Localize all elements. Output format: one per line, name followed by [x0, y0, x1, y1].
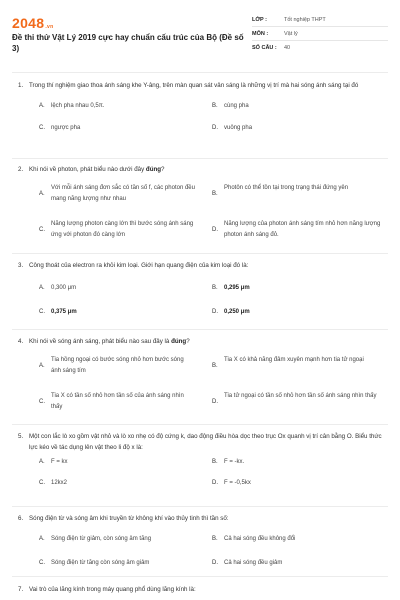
- question-text: [12, 584, 388, 595]
- option-text: Cả hai sóng đều giảm: [224, 560, 283, 566]
- question-body-pre: Khi nói về photon, phát biểu nào dưới đây: [29, 166, 146, 173]
- question-5: [12, 431, 388, 499]
- question-text: [12, 164, 388, 175]
- option-letter: B.: [212, 459, 218, 465]
- question-number: 2.: [18, 166, 24, 173]
- exam-title: Đề thi thử Vật Lý 2019 cực hay chuẩn cấu trúc của Bộ (Đề số 3): [12, 33, 244, 53]
- question-text: [12, 431, 388, 453]
- option-text: 0,250 μm: [224, 309, 250, 315]
- option-letter: B.: [212, 285, 218, 291]
- logo-text: 2048: [12, 15, 45, 31]
- question-text: [12, 260, 388, 271]
- question-7: [12, 584, 388, 595]
- options: [12, 524, 388, 570]
- question-body-post: ?: [186, 338, 190, 345]
- option-letter: C.: [39, 125, 45, 131]
- options: [12, 271, 388, 321]
- option-letter: D.: [212, 560, 218, 566]
- question-text: [12, 513, 388, 524]
- meta-row-class: [252, 13, 388, 27]
- option-text: vuông pha: [224, 125, 253, 131]
- divider: [12, 158, 388, 159]
- question-text: [12, 80, 388, 91]
- divider: [12, 424, 388, 425]
- question-number: 1.: [18, 82, 24, 89]
- question-number: 4.: [18, 338, 24, 345]
- option-text: Photôn có thể tồn tại trong trạng thái đứng yên: [224, 185, 349, 191]
- option-text: Tia X có tần số nhỏ hơn tần số của ánh sáng nhìn thấy: [51, 393, 184, 410]
- divider: [12, 576, 388, 577]
- option-letter: C.: [39, 309, 45, 315]
- option-letter: C.: [39, 480, 45, 486]
- option-text: Tia tử ngoại có tần số nhỏ hơn tần số ánh sáng nhìn thấy: [224, 393, 377, 399]
- option-letter: D.: [212, 309, 218, 315]
- meta-class-value: Tốt nghiệp THPT: [284, 16, 326, 23]
- option-letter: A.: [39, 103, 45, 109]
- meta-count-label: SỐ CÂU :: [252, 45, 277, 51]
- question-2: [12, 164, 388, 255]
- question-3: [12, 260, 388, 321]
- option-text: 0,375 μm: [51, 309, 77, 315]
- option-text: Với mỗi ánh sáng đơn sắc có tần số f, các photon đều mang năng lượng như nhau: [51, 185, 195, 202]
- divider: [12, 253, 388, 254]
- question-number: 3.: [18, 262, 24, 269]
- option-letter: D.: [212, 399, 218, 405]
- option-text: Tia hồng ngoại có bước sóng nhỏ hơn bước sóng ánh sáng tím: [51, 357, 184, 374]
- question-number: 5.: [18, 433, 24, 440]
- exam-header: [12, 10, 388, 70]
- option-text: lệch pha nhau 0,5π.: [51, 103, 105, 109]
- option-letter: B.: [212, 103, 218, 109]
- options: [12, 91, 388, 141]
- question-6: [12, 513, 388, 570]
- option-letter: C.: [39, 560, 45, 566]
- option-text: ngược pha: [51, 125, 81, 131]
- option-letter: A.: [39, 363, 45, 369]
- option-text: Cả hai sóng đều không đổi: [224, 536, 296, 542]
- question-1: [12, 80, 388, 141]
- question-4: [12, 336, 388, 427]
- option-letter: B.: [212, 191, 218, 197]
- option-letter: D.: [212, 480, 218, 486]
- option-text: Sóng điện từ tăng còn sóng âm giảm: [51, 560, 150, 566]
- header-divider: [12, 72, 388, 73]
- meta-class-label: LỚP :: [252, 16, 267, 23]
- option-text: Năng lượng của photon ánh sáng tím nhỏ hơn năng lượng photon ánh sáng đỏ.: [224, 221, 381, 238]
- option-letter: A.: [39, 285, 45, 291]
- option-letter: D.: [212, 125, 218, 131]
- option-text: 0,295 μm: [224, 285, 250, 291]
- question-body: Trong thí nghiệm giao thoa ánh sáng khe Y-âng, trên màn quan sát vân sáng là những vị trí mà hai sóng ánh sáng tại đó: [29, 82, 359, 89]
- option-letter: C.: [39, 227, 45, 233]
- question-body: Sóng điện từ và sóng âm khi truyền từ không khí vào thủy tinh thì tần số:: [29, 515, 229, 522]
- question-body: Công thoát của electron ra khỏi kim loại. Giới hạn quang điện của kim loại đó là:: [29, 262, 249, 269]
- question-number: 7.: [18, 586, 24, 593]
- option-text: F = -0,5kx: [224, 480, 251, 486]
- question-body: Vai trò của lăng kính trong máy quang phổ dùng lăng kính là:: [29, 586, 196, 593]
- question-body-pre: Khi nói về sóng ánh sáng, phát biểu nào sau đây là: [29, 338, 172, 345]
- options: [12, 453, 388, 499]
- option-letter: A.: [39, 536, 45, 542]
- option-letter: D.: [212, 227, 218, 233]
- option-letter: B.: [212, 363, 218, 369]
- option-letter: A.: [39, 459, 45, 465]
- question-body-emphasis: đúng: [145, 166, 162, 173]
- divider: [12, 329, 388, 330]
- meta-subject-label: MÔN :: [252, 30, 269, 37]
- meta-subject-value: Vật lý: [284, 30, 298, 37]
- option-text: Năng lượng photon càng lớn thì bước sóng ánh sáng ứng với photon đó càng lớn: [51, 221, 194, 238]
- option-text: 0,300 μm: [51, 285, 77, 291]
- option-text: cùng pha: [224, 103, 249, 109]
- option-text: Tia X có khả năng đâm xuyên mạnh hơn tia tử ngoại: [224, 357, 364, 363]
- divider: [12, 506, 388, 507]
- option-text: F = kx: [51, 459, 68, 465]
- option-text: 12kx2: [51, 480, 68, 486]
- question-number: 6.: [18, 515, 24, 522]
- question-text: [12, 336, 388, 347]
- option-text: Sóng điện từ giảm, còn sóng âm tăng: [51, 536, 152, 542]
- meta-row-subject: [252, 27, 388, 41]
- meta-count-value: 40: [284, 45, 291, 51]
- site-logo[interactable]: [12, 15, 53, 31]
- exam-meta: [252, 13, 388, 55]
- options: [12, 347, 388, 427]
- question-body-post: ?: [161, 166, 165, 173]
- question-body: Một con lắc lò xo gồm vật nhỏ và lò xo nhẹ có độ cứng k, dao động điều hòa dọc theo trục Ox quanh vị trí cân bằng O. Biểu thức lực kéo về tác dụng lên vật theo li độ x là:: [29, 433, 382, 451]
- option-letter: C.: [39, 399, 45, 405]
- question-body-emphasis: đúng: [171, 338, 187, 345]
- options: [12, 175, 388, 255]
- option-letter: A.: [39, 191, 45, 197]
- option-letter: B.: [212, 536, 218, 542]
- logo-suffix: .vn: [45, 24, 54, 30]
- meta-row-count: [252, 41, 388, 55]
- option-text: F = -kx.: [224, 459, 245, 465]
